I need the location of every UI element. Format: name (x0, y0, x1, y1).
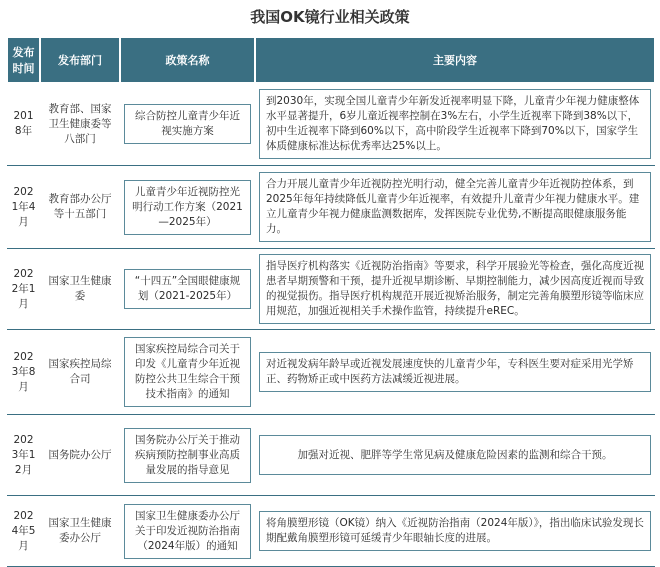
row-dept: 国家卫生健康委 (40, 249, 120, 330)
row-content: 到2030年，实现全国儿童青少年新发近视率明显下降，儿童青少年视力健康整体水平显著提升，6岁儿童近视率控制在3%左右，小学生近视率下降到38%以下，初中生近视率下降到60%以下，高中阶段学生近视率下降到70%以下，国家学生体质健康标准达标优秀率达25%以上。 (259, 89, 651, 159)
row-year: 2022年1月 (7, 249, 40, 330)
row-content: 指导医疗机构落实《近视防治指南》等要求，科学开展验光等检查，强化高度近视患者早期预警和干预，提升近视早期诊断、早期控制能力，减少因高度近视而导致的视觉损伤。指导医疗机构规范开展近视矫治服务，制定完善角膜塑形镜等临床应用规范，加强近视相关手术操作监管，持续提升eREC。 (259, 254, 651, 324)
row-year: 2024年5月 (7, 496, 40, 567)
row-content: 合力开展儿童青少年近视防控光明行动，健全完善儿童青少年近视防控体系，到2025年每年持续降低儿童青少年近视率，有效提升儿童青少年视力健康水平。建立儿童青少年视力健康监测数据库，发挥医院专业优势,不断提高眼健康服务能力。 (259, 172, 651, 242)
row-dept: 教育部办公厅等十五部门 (40, 166, 120, 249)
table-row (7, 166, 655, 249)
row-year: 2021年4月 (7, 166, 40, 249)
row-dept: 国务院办公厅 (40, 415, 120, 496)
row-policy-name: 儿童青少年近视防控光明行动工作方案（2021—2025年） (124, 180, 251, 235)
row-dept: 教育部、国家卫生健康委等八部门 (40, 83, 120, 166)
page-title: 我国OK镜行业相关政策 (250, 8, 410, 26)
header-year: 发布时间 (7, 37, 40, 83)
table-row (7, 249, 655, 330)
table-row (7, 83, 655, 166)
row-policy-name: 综合防控儿童青少年近视实施方案 (124, 104, 251, 144)
row-content: 对近视发病年龄早或近视发展速度快的儿童青少年，专科医生要对症采用光学矫正、药物矫正或中医药方法减缓近视进展。 (259, 352, 651, 392)
table-row (7, 496, 655, 567)
row-dept: 国家疾控局综合司 (40, 330, 120, 415)
row-year: 2023年12月 (7, 415, 40, 496)
table-header-row (7, 37, 655, 83)
row-content: 将角膜塑形镜（OK镜）纳入《近视防治指南（2024年版）》，指出临床试验发现长期配戴角膜塑形镜可延缓青少年眼轴长度的进展。 (259, 511, 651, 551)
row-year: 2023年8月 (7, 330, 40, 415)
header-dept: 发布部门 (40, 37, 120, 83)
row-policy-name: 国家疾控局综合司关于印发《儿童青少年近视防控公共卫生综合干预技术指南》的通知 (124, 337, 251, 407)
row-content: 加强对近视、肥胖等学生常见病及健康危险因素的监测和综合干预。 (259, 435, 651, 475)
row-policy-name: “十四五”全国眼健康规划（2021-2025年） (124, 269, 251, 309)
row-policy-name: 国务院办公厅关于推动疾病预防控制事业高质量发展的指导意见 (124, 428, 251, 483)
table-row (7, 330, 655, 415)
header-content: 主要内容 (255, 37, 655, 83)
row-dept: 国家卫生健康委办公厅 (40, 496, 120, 567)
header-name: 政策名称 (120, 37, 255, 83)
row-year: 2018年 (7, 83, 40, 166)
row-policy-name: 国家卫生健康委办公厅关于印发近视防治指南（2024年版）的通知 (124, 504, 251, 559)
policy-table (7, 37, 655, 567)
table-row (7, 415, 655, 496)
